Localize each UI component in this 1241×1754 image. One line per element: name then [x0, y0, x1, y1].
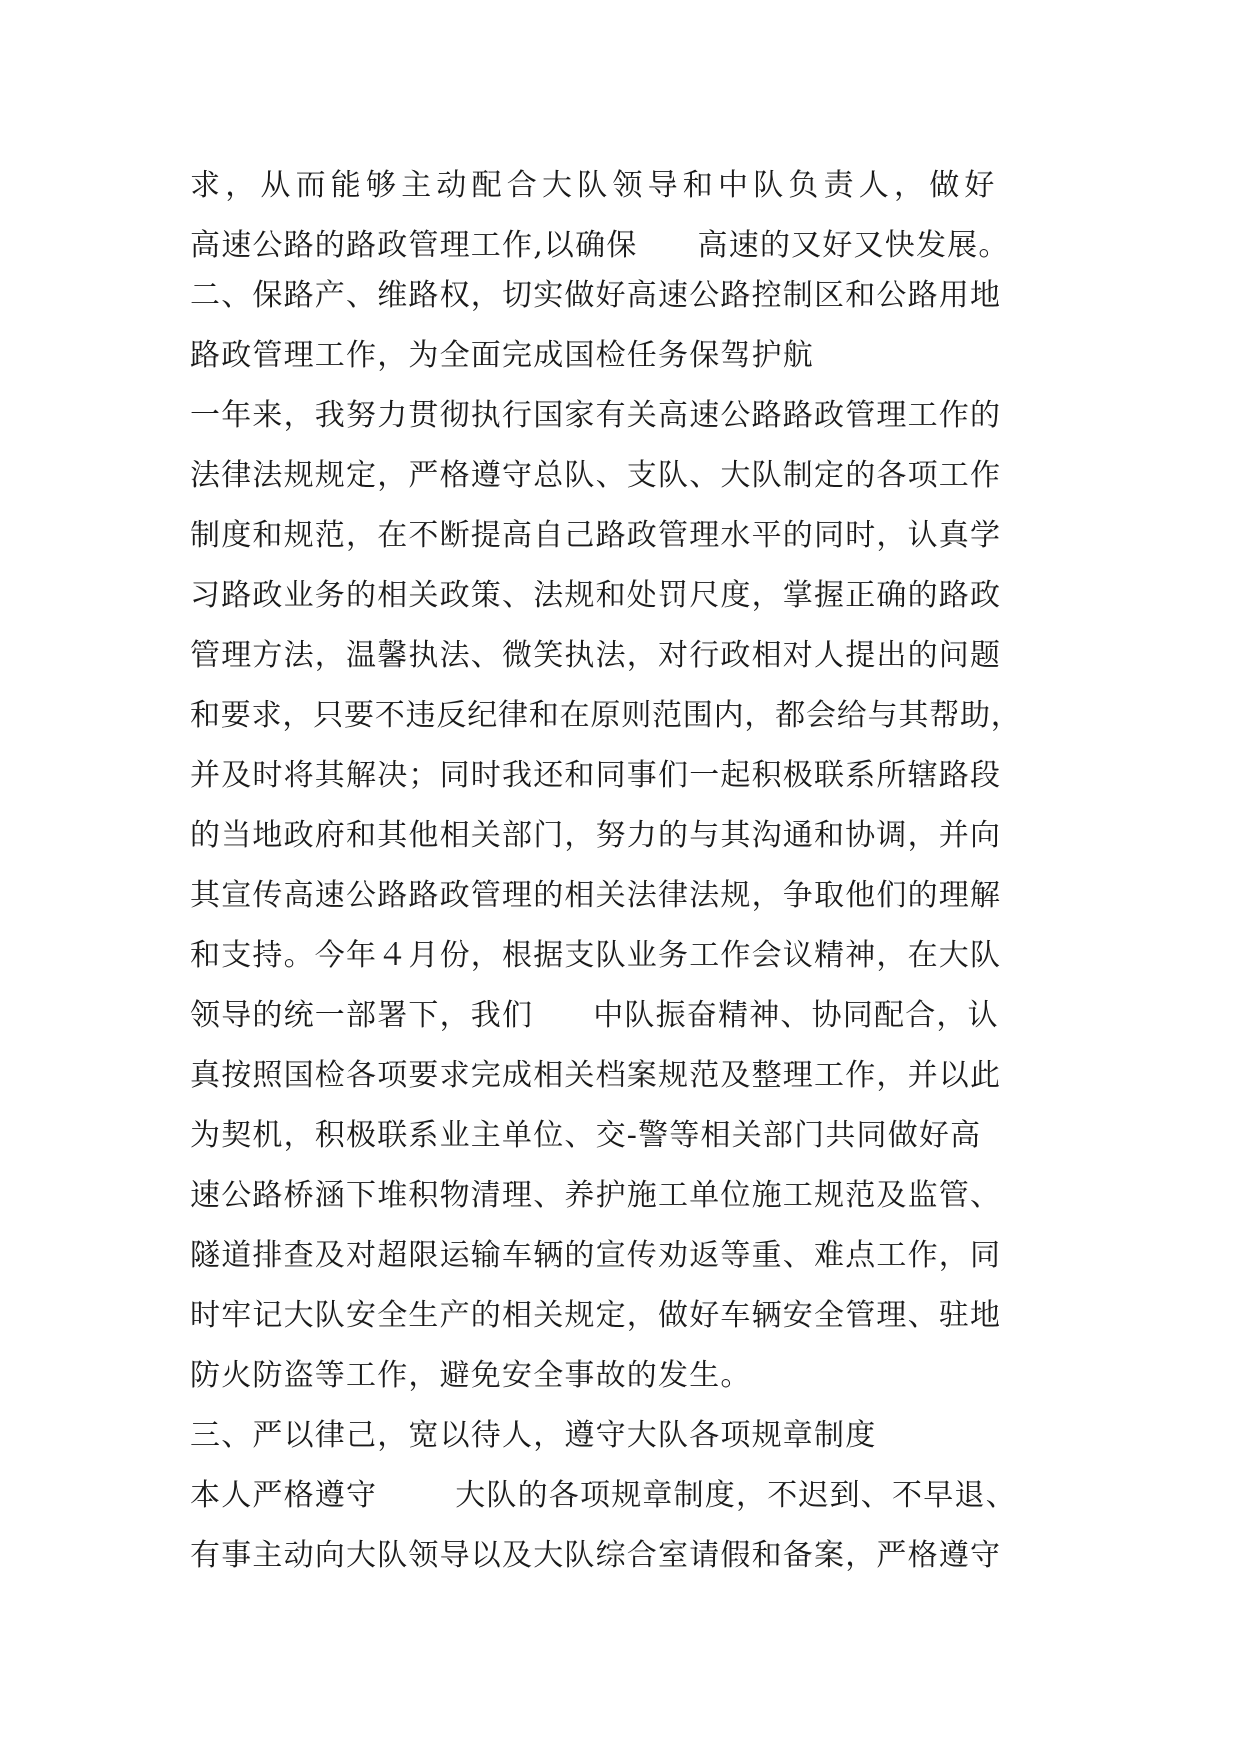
section-heading: 路政管理工作，为全面完成国检任务保驾护航 — [190, 338, 814, 373]
text-line — [190, 991, 999, 1041]
text-line: 为契机，积极联系业主单位、交-警等相关部门共同做好高 — [190, 1118, 982, 1153]
text-line: 法律法规规定，严格遵守总队、支队、大队制定的各项工作 — [190, 458, 1002, 493]
text-line: 管理方法，温馨执法、微笑执法，对行政相对人提出的问题 — [190, 638, 1002, 673]
text-line: 一年来，我努力贯彻执行国家有关高速公路路政管理工作的 — [190, 398, 1002, 433]
text-line: 求，从而能够主动配合大队领导和中队负责人，做好 — [190, 168, 1000, 203]
text-line: 和支持。今年４月份，根据支队业务工作会议精神，在大队 — [190, 938, 1002, 973]
text-line: 真按照国检各项要求完成相关档案规范及整理工作，并以此 — [190, 1058, 1002, 1093]
text-segment: 中队振奋精神、协同配合，认 — [593, 998, 999, 1033]
text-line — [190, 221, 1010, 271]
text-segment: 领导的统一部署下，我们 — [190, 998, 534, 1033]
text-segment: 本人严格遵守 — [190, 1478, 378, 1513]
text-line: 防火防盗等工作，避免安全事故的发生。 — [190, 1358, 752, 1393]
text-segment: 高速公路的路政管理工作,以确保 — [190, 228, 638, 263]
text-line — [190, 1471, 1017, 1521]
text-line: 时牢记大队安全生产的相关规定，做好车辆安全管理、驻地 — [190, 1298, 1002, 1333]
text-line: 其宣传高速公路路政管理的相关法律法规，争取他们的理解 — [190, 878, 1002, 913]
text-line: 隧道排查及对超限运输车辆的宣传劝返等重、难点工作，同 — [190, 1238, 1002, 1273]
text-segment: 大队的各项规章制度，不迟到、不早退、 — [455, 1478, 1017, 1513]
text-line: 制度和规范，在不断提高自己路政管理水平的同时，认真学 — [190, 518, 1002, 553]
text-line: 有事主动向大队领导以及大队综合室请假和备案，严格遵守 — [190, 1538, 1002, 1573]
text-line: 和要求，只要不违反纪律和在原则范围内，都会给与其帮助， — [190, 698, 1022, 733]
text-line: 速公路桥涵下堆积物清理、养护施工单位施工规范及监管、 — [190, 1178, 1002, 1213]
section-heading: 二、保路产、维路权，切实做好高速公路控制区和公路用地 — [190, 278, 1002, 313]
section-heading: 三、严以律己，宽以待人，遵守大队各项规章制度 — [190, 1418, 877, 1453]
text-segment: 高速的又好又快发展。 — [697, 228, 1010, 263]
text-line: 习路政业务的相关政策、法规和处罚尺度，掌握正确的路政 — [190, 578, 1002, 613]
text-line: 并及时将其解决；同时我还和同事们一起积极联系所辖路段 — [190, 758, 1002, 793]
text-line: 的当地政府和其他相关部门，努力的与其沟通和协调，并向 — [190, 818, 1002, 853]
